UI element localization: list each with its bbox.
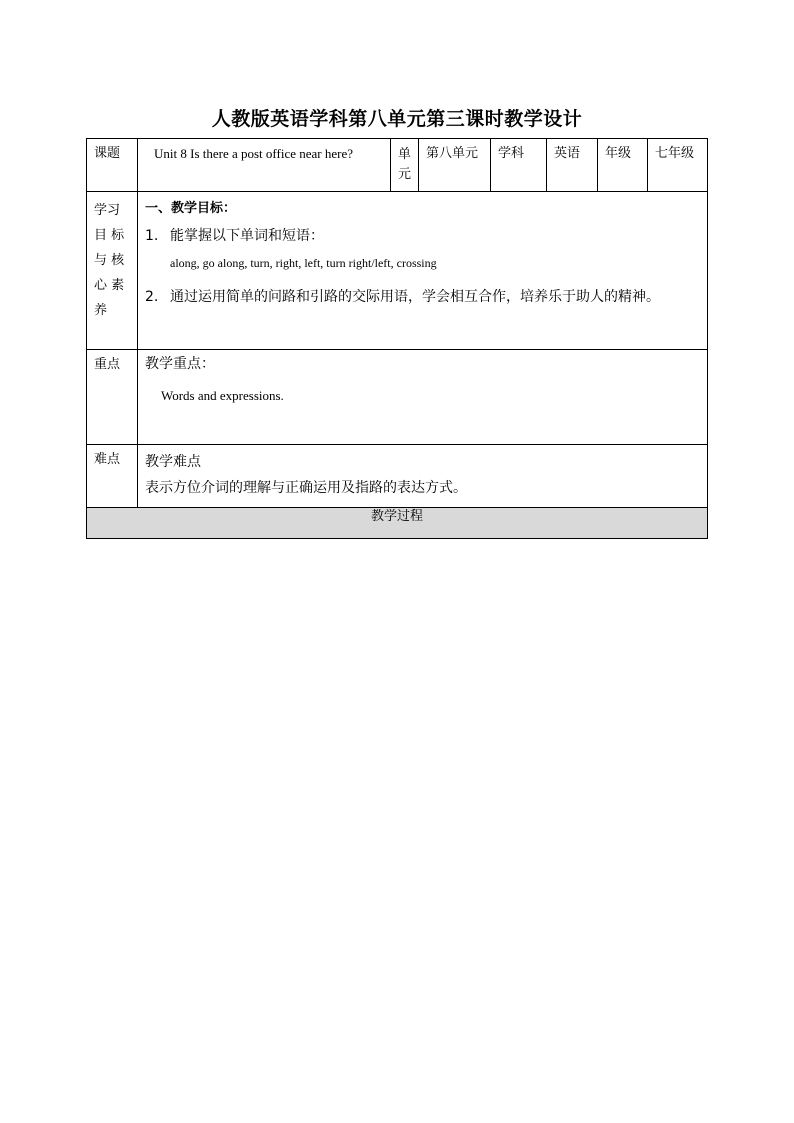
objectives-label-line: 学习 [94,203,121,218]
unit-value-cell [419,139,491,192]
objectives-label-line: 养 [94,303,108,318]
subject-value: 英语 [554,146,581,161]
key-points-heading: 教学重点： [145,356,215,372]
objective-1-words: along, go along, turn, right, left, turn right/left, crossing [170,256,437,270]
objectives-heading: 一、教学目标： [145,201,237,216]
objectives-row [87,192,708,350]
document-title: 人教版英语学科第八单元第三课时教学设计 [211,108,583,130]
difficult-points-content-cell [138,445,708,508]
topic-value-cell [138,139,391,192]
grade-label: 年级 [605,146,632,161]
topic-label: 课题 [94,146,121,161]
topic-value: Unit 8 Is there a post office near here? [154,146,354,161]
objectives-label-line: 目 标 [94,228,125,243]
difficult-points-content: 表示方位介词的理解与正确运用及指路的表达方式。 [145,480,467,496]
subject-label: 学科 [498,146,525,161]
difficult-points-row [87,445,708,508]
objectives-label-line: 与 核 [94,253,125,268]
objective-2-number: 2. [145,289,159,305]
header-row [87,139,708,192]
topic-label-cell [87,139,138,192]
difficult-points-heading: 教学难点 [145,454,201,470]
key-points-label-cell [87,350,138,445]
grade-value: 七年级 [655,146,695,161]
grade-value-cell [648,139,708,192]
objective-2-text: 通过运用简单的问路和引路的交际用语，学会相互合作，培养乐于助人的精神。 [170,289,660,305]
unit-value: 第八单元 [426,146,479,161]
unit-label-line1: 单 [397,147,411,162]
objective-1-number: 1. [145,228,159,244]
subject-label-cell [491,139,547,192]
process-label: 教学过程 [87,508,708,539]
difficult-points-label: 难点 [94,452,121,467]
key-points-row [87,350,708,445]
objectives-label-cell [87,192,138,350]
objectives-label-line: 心 素 [94,278,125,293]
key-points-content-cell [138,350,708,445]
grade-label-cell [598,139,648,192]
unit-label-line2: 元 [397,167,411,182]
objectives-content-cell [138,192,708,350]
unit-label-cell [391,139,419,192]
process-row [87,508,708,539]
difficult-points-label-cell [87,445,138,508]
subject-value-cell [547,139,598,192]
lesson-plan-table [86,138,708,539]
key-points-content: Words and expressions. [161,388,284,403]
key-points-label: 重点 [94,357,121,372]
objective-1-text: 能掌握以下单词和短语： [170,228,324,244]
